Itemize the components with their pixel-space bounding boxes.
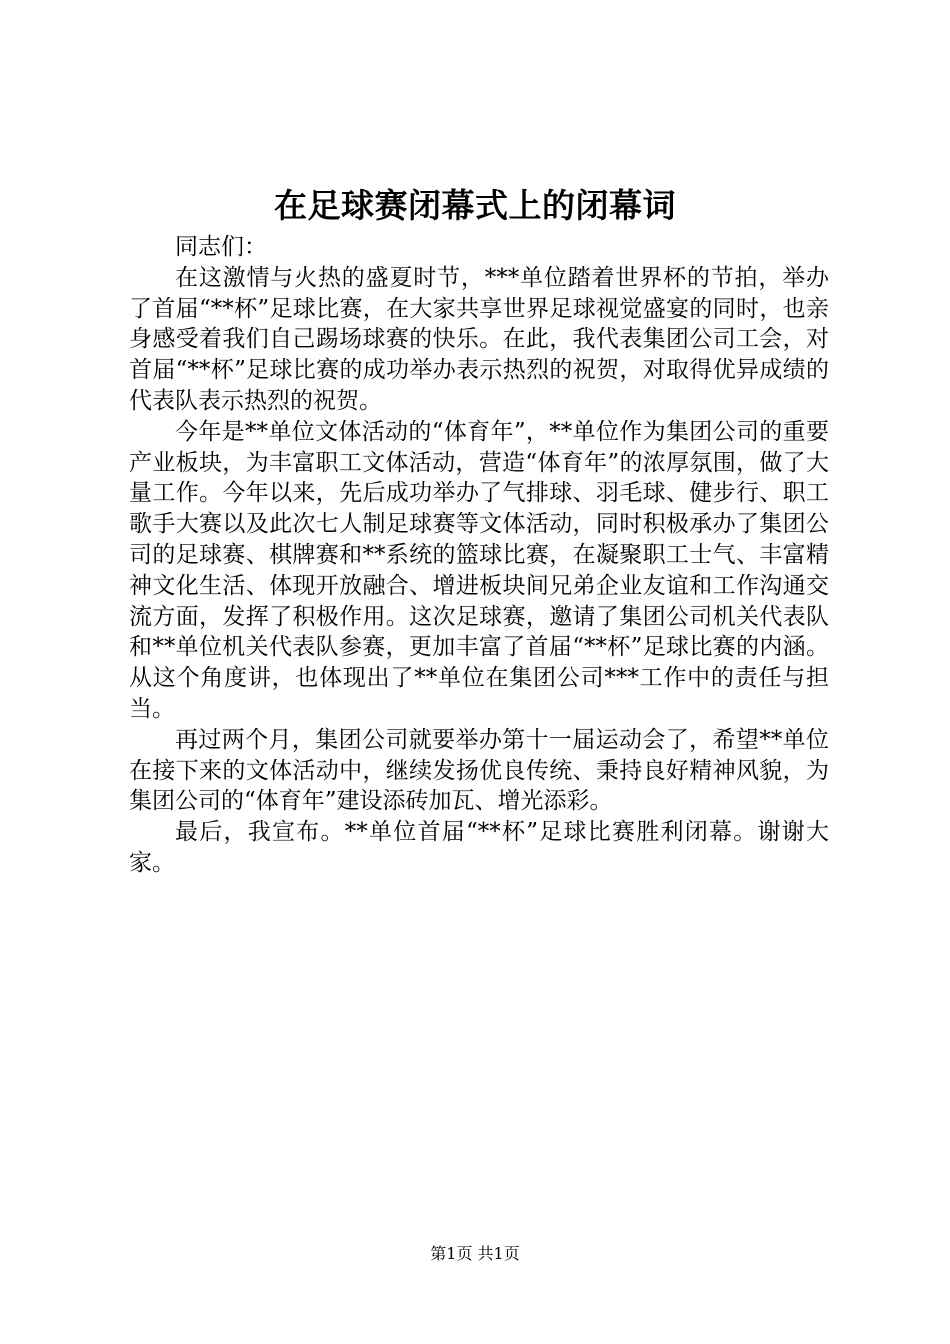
salutation: 同志们： (175, 234, 267, 260)
paragraph-1: 在这激情与火热的盛夏时节，***单位踏着世界杯的节拍，举办了首届“**杯”足球比赛，在大家共享世界足球视觉盛宴的同时，也亲身感受着我们自己踢场球赛的快乐。在此，我代表集团公司工会，对首届“**杯”足球比赛的成功举办表示热烈的祝贺，对取得优异成绩的代表队表示热烈的祝贺。 (129, 264, 829, 414)
document-title: 在足球赛闭幕式上的闭幕词 (274, 186, 676, 225)
page-footer: 第1页 共1页 (430, 1244, 520, 1263)
paragraph-2: 今年是**单位文体活动的“体育年”，**单位作为集团公司的重要产业板块，为丰富职工文体活动，营造“体育年”的浓厚氛围，做了大量工作。今年以来，先后成功举办了气排球、羽毛球、健步行、职工歌手大赛以及此次七人制足球赛等文体活动，同时积极承办了集团公司的足球赛、棋牌赛和**系统的篮球比赛，在凝聚职工士气、丰富精神文化生活、体现开放融合、增进板块间兄弟企业友谊和工作沟通交流方面，发挥了积极作用。这次足球赛，邀请了集团公司机关代表队和**单位机关代表队参赛，更加丰富了首届“**杯”足球比赛的内涵。从这个角度讲，也体现出了**单位在集团公司***工作中的责任与担当。 (129, 418, 829, 722)
paragraph-4: 最后，我宣布。**单位首届“**杯”足球比赛胜利闭幕。谢谢大家。 (129, 819, 829, 876)
paragraph-3: 再过两个月，集团公司就要举办第十一届运动会了，希望**单位在接下来的文体活动中，继续发扬优良传统、秉持良好精神风貌，为集团公司的“体育年”建设添砖加瓦、增光添彩。 (129, 726, 829, 815)
document-body (129, 232, 829, 879)
